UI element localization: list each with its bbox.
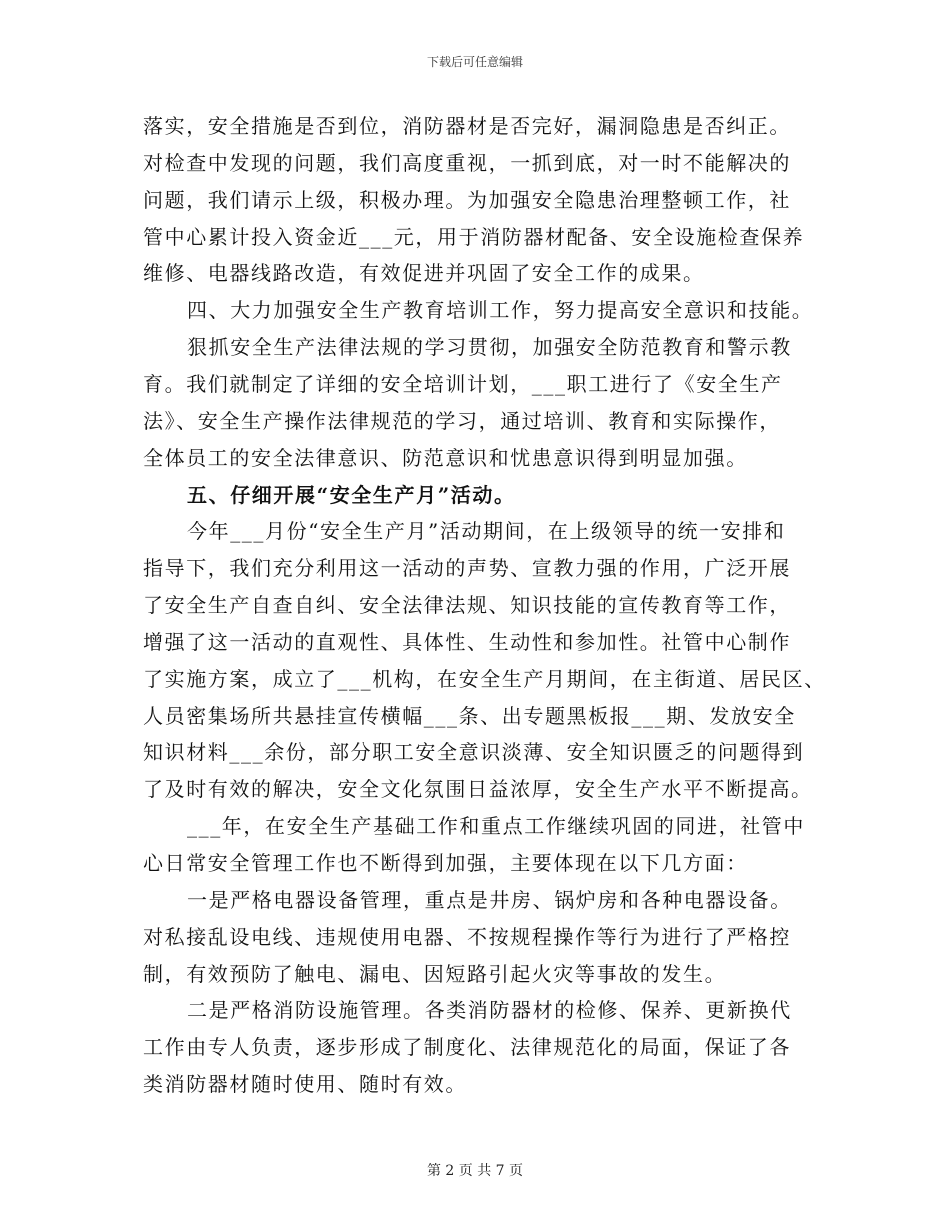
paragraph-line: 对私接乱设电线、违规使用电器、不按规程操作等行为进行了严格控 (143, 924, 791, 949)
paragraph-line: 心日常安全管理工作也不断得到加强，主要体现在以下几方面： (143, 851, 748, 875)
paragraph-line: 类消防器材随时使用、随时有效。 (143, 1072, 467, 1097)
paragraph-line: 了及时有效的解决，安全文化氛围日益浓厚，安全生产水平不断提高。 (143, 777, 813, 802)
paragraph-line: 增强了这一活动的直观性、具体性、生动性和参加性。社管中心制作 (143, 629, 791, 654)
paragraph-line: ___年，在安全生产基础工作和重点工作继续巩固的同进，社管中 (187, 814, 805, 839)
paragraph-line: 四、大力加强安全生产教育培训工作，努力提高安全意识和技能。 (187, 298, 814, 323)
paragraph-line: 问题，我们请示上级，积极办理。为加强安全隐患治理整顿工作，社 (143, 187, 791, 212)
paragraph-line: 法》、安全生产操作法律规范的学习，通过培训、教育和实际操作， (143, 408, 781, 433)
paragraph-line: 指导下，我们充分利用这一活动的声势、宣教力强的作用，广泛开展 (143, 556, 791, 581)
paragraph-line: 知识材料___余份，部分职工安全意识淡薄、安全知识匮乏的问题得到 (143, 740, 805, 765)
paragraph-line: 了实施方案，成立了___机构，在安全生产月期间，在主街道、居民区、 (143, 666, 826, 691)
paragraph-line: 制，有效预防了触电、漏电、因短路引起火灾等事故的发生。 (143, 961, 727, 986)
paragraph-line: 一是严格电器设备管理，重点是井房、锅炉房和各种电器设备。 (187, 887, 792, 912)
paragraph-line: 全体员工的安全法律意识、防范意识和忧患意识得到明显加强。 (143, 445, 748, 470)
paragraph-line: 狠抓安全生产法律法规的学习贯彻，加强安全防范教育和警示教 (187, 335, 792, 360)
paragraph-line: 育。我们就制定了详细的安全培训计划，___职工进行了《安全生产 (143, 371, 783, 396)
section-heading: 五、仔细开展“安全生产月”活动。 (187, 482, 516, 507)
paragraph-line: 管中心累计投入资金近___元，用于消防器材配备、安全设施检查保养 (143, 224, 805, 249)
paragraph-line: 了安全生产自查自纠、安全法律法规、知识技能的宣传教育等工作， (143, 593, 791, 618)
page-header: 下载后可任意编辑 (426, 55, 523, 69)
paragraph-line: 对检查中发现的问题，我们高度重视，一抓到底，对一时不能解决的 (143, 150, 791, 175)
paragraph-line: 人员密集场所共悬挂宣传横幅___条、出专题黑板报___期、发放安全 (143, 703, 796, 728)
paragraph-line: 维修、电器线路改造，有效促进并巩固了安全工作的成果。 (143, 261, 705, 286)
paragraph-line: 工作由专人负责，逐步形成了制度化、法律规范化的局面，保证了各 (143, 1035, 791, 1060)
paragraph-line: 落实，安全措施是否到位，消防器材是否完好，漏洞隐患是否纠正。 (143, 114, 791, 138)
paragraph-line: 今年___月份“安全生产月”活动期间，在上级领导的统一安排和 (187, 519, 786, 544)
page-footer: 第 2 页 共 7 页 (426, 1163, 524, 1179)
paragraph-line: 二是严格消防设施管理。各类消防器材的检修、保养、更新换代 (187, 998, 792, 1023)
